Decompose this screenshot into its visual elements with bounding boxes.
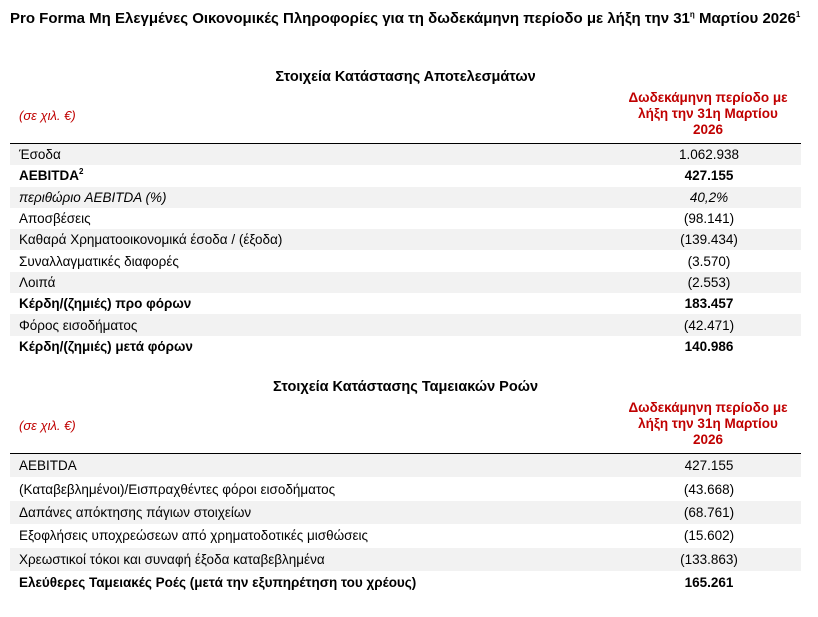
row-label <box>10 254 617 269</box>
cash-flow-heading: Στοιχεία Κατάστασης Ταμειακών Ροών <box>272 379 539 395</box>
cash-flow-unit-label: (σε χιλ. €) <box>19 418 76 433</box>
row-label <box>10 505 617 520</box>
row-value: (139.434) <box>680 232 738 248</box>
table-row <box>10 571 801 594</box>
table-row <box>10 144 801 165</box>
income-statement-table <box>10 143 801 357</box>
row-label-text: Καθαρά Χρηματοοικονομικά έσοδα / (έξοδα) <box>19 232 283 248</box>
table-row <box>10 293 801 314</box>
row-label <box>10 232 617 247</box>
table-row <box>10 524 801 547</box>
row-label-text: Χρεωστικοί τόκοι και συναφή έξοδα καταβεβλημένα <box>19 551 325 567</box>
title-superscript: η <box>689 10 695 19</box>
row-label <box>10 528 617 543</box>
row-value: 140.986 <box>684 338 734 354</box>
income-column-header-line-3: 2026 <box>692 122 724 137</box>
row-value: (3.570) <box>687 253 731 269</box>
title-text-end: Μαρτίου 2026 <box>694 10 796 27</box>
table-row <box>10 314 801 335</box>
row-label-text: Φόρος εισοδήματος <box>19 317 138 333</box>
row-label-text: AEBITDA <box>19 168 79 184</box>
row-label <box>10 482 617 497</box>
row-value: (98.141) <box>683 211 735 227</box>
row-value: 1.062.938 <box>678 147 740 163</box>
row-value: (68.761) <box>683 504 735 520</box>
row-value: 183.457 <box>684 296 734 312</box>
row-value: (43.668) <box>683 481 735 497</box>
title-text: Pro Forma Μη Ελεγμένες Οικονομικές Πληροφορίες για τη δωδεκάμηνη περίοδο με λήξη την 31 <box>10 10 690 27</box>
footnote-marker: 2 <box>79 167 84 177</box>
row-label-text: Κέρδη/(ζημιές) μετά φόρων <box>19 338 193 354</box>
table-row <box>10 229 801 250</box>
table-row <box>10 336 801 357</box>
row-label-text: AEBITDA <box>19 458 77 474</box>
row-label <box>10 458 617 473</box>
cash-flow-column-header-line-1: Δωδεκάμηνη περίοδο με <box>628 400 788 415</box>
row-label <box>10 339 617 354</box>
income-unit-label: (σε χιλ. €) <box>19 108 76 123</box>
row-label-text: περιθώριο AEBITDA (%) <box>19 189 167 205</box>
table-row <box>10 454 801 477</box>
cash-flow-column-header <box>616 400 800 448</box>
row-label <box>10 275 617 290</box>
row-label <box>10 552 617 567</box>
row-label-text: Συναλλαγματικές διαφορές <box>19 253 179 269</box>
income-column-header <box>616 90 800 138</box>
row-label <box>10 318 617 333</box>
table-row <box>10 501 801 524</box>
table-row <box>10 250 801 271</box>
row-value: 427.155 <box>684 168 734 184</box>
row-value: (42.471) <box>683 317 735 333</box>
table-row <box>10 548 801 571</box>
income-column-header-line-2: λήξη την 31η Μαρτίου <box>638 106 778 121</box>
title-footnote-marker: 1 <box>795 10 801 19</box>
cash-flow-column-header-line-3: 2026 <box>692 432 724 447</box>
row-label-text: (Καταβεβλημένοι)/Εισπραχθέντες φόροι εισοδήματος <box>19 481 336 497</box>
row-label <box>10 168 617 183</box>
row-label-text: Λοιπά <box>19 274 56 290</box>
table-row <box>10 165 801 186</box>
row-label <box>10 211 617 226</box>
row-value: (133.863) <box>680 551 738 567</box>
income-statement-heading: Στοιχεία Κατάστασης Αποτελεσμάτων <box>275 69 536 85</box>
row-value: (15.602) <box>683 528 735 544</box>
row-label-text: Δαπάνες απόκτησης πάγιων στοιχείων <box>19 504 252 520</box>
row-label-text: Ελεύθερες Ταμειακές Ροές (μετά την εξυπηρέτηση του χρέους) <box>19 575 417 591</box>
cash-flow-table <box>10 453 801 594</box>
row-value: 165.261 <box>684 575 734 591</box>
row-label <box>10 575 617 590</box>
income-column-header-line-1: Δωδεκάμηνη περίοδο με <box>628 90 788 105</box>
page-title <box>10 9 810 29</box>
row-label-text: Εξοφλήσεις υποχρεώσεων από χρηματοδοτικές μισθώσεις <box>19 528 369 544</box>
row-label-text: Κέρδη/(ζημιές) προ φόρων <box>19 296 192 312</box>
row-label-text: Έσοδα <box>19 147 61 163</box>
row-label <box>10 147 617 162</box>
table-row <box>10 272 801 293</box>
row-value: 427.155 <box>684 458 734 474</box>
table-row <box>10 477 801 500</box>
row-label <box>10 296 617 311</box>
row-label-text: Αποσβέσεις <box>19 211 91 227</box>
row-value: 40,2% <box>689 189 729 205</box>
row-label <box>10 190 617 205</box>
table-row <box>10 187 801 208</box>
table-row <box>10 208 801 229</box>
row-value: (2.553) <box>687 274 731 290</box>
cash-flow-column-header-line-2: λήξη την 31η Μαρτίου <box>638 416 778 431</box>
